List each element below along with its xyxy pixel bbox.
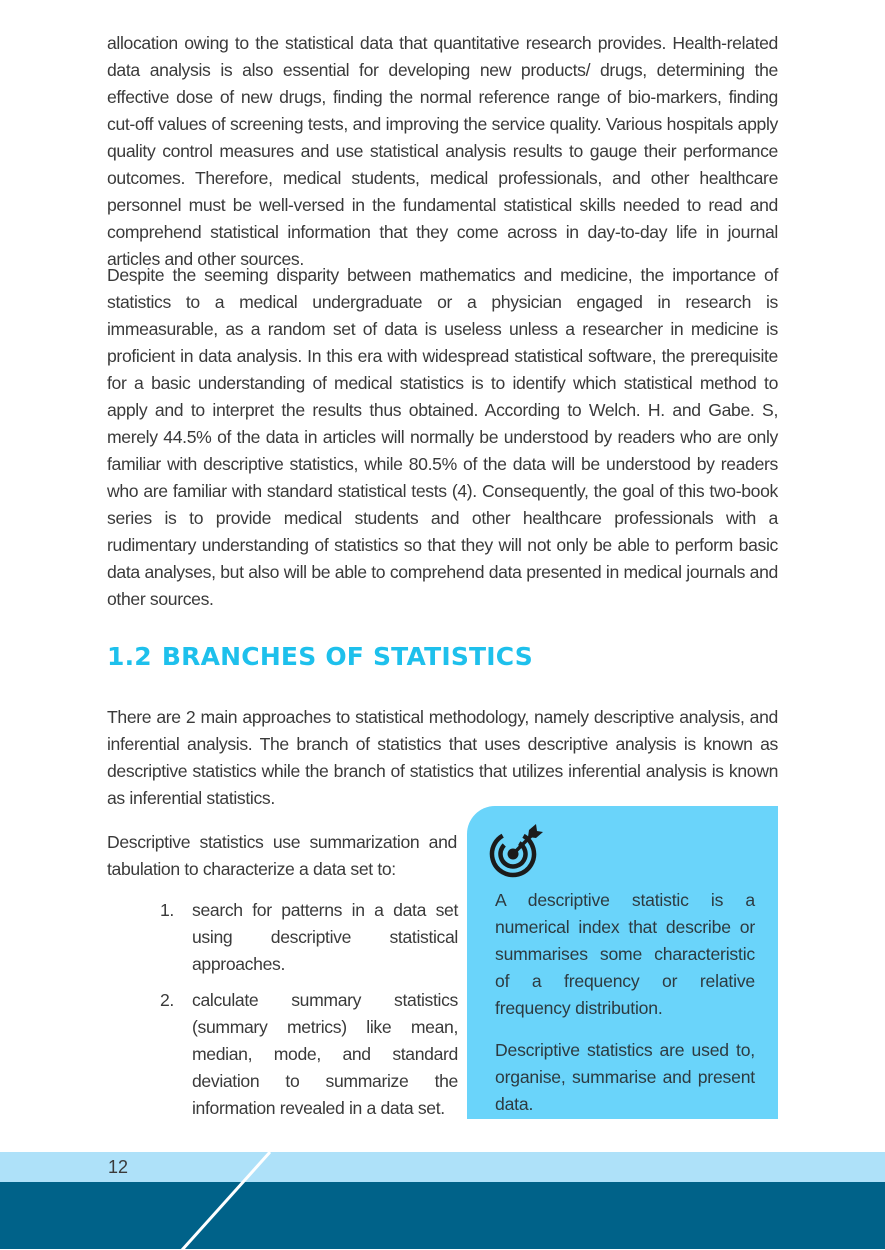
list-item-text: calculate summary statistics (summary metrics) like mean, median, mode, and standard deviation to summarize the information revealed in a data set.	[192, 990, 458, 1118]
target-icon	[488, 822, 544, 878]
list-item	[150, 897, 458, 978]
section-number: 1.2	[107, 642, 152, 671]
body-paragraph-3: There are 2 main approaches to statistical methodology, namely descriptive analysis, and inferential analysis. The branch of statistics that uses descriptive analysis is known as descriptive statistics while the branch of statistics that utilizes inferential analysis is known as inferential statistics.	[107, 707, 778, 808]
callout-text-definition: A descriptive statistic is a numerical index that describe or summarises some characteristic of a frequency or relative frequency distribution.	[495, 890, 755, 1018]
callout-text-purpose: Descriptive statistics are used to, organise, summarise and present data.	[495, 1040, 755, 1114]
footer-diagonal-line	[0, 1152, 885, 1250]
section-title: BRANCHES OF STATISTICS	[161, 642, 534, 671]
list-item	[150, 987, 458, 1122]
list-item-text: search for patterns in a data set using descriptive statistical approaches.	[192, 900, 458, 974]
body-paragraph-2: Despite the seeming disparity between mathematics and medicine, the importance of statistics to a medical undergraduate or a physician engaged in research is immeasurable, as a random set of data is useless unless a researcher in medicine is proficient in data analysis. In this era with widespread statistical software, the prerequisite for a basic understanding of medical statistics is to identify which statistical method to apply and to interpret the results thus obtained. According to Welch. H. and Gabe. S, merely 44.5% of the data in articles will normally be understood by readers who are only familiar with descriptive statistics, while 80.5% of the data will be understood by readers who are familiar with standard statistical tests (4). Consequently, the goal of this two-book series is to provide medical students and other healthcare professionals with a rudimentary understanding of statistics so that they will not only be able to perform basic data analyses, but also will be able to comprehend data presented in medical journals and other sources.	[107, 265, 778, 609]
numbered-list	[150, 897, 458, 1131]
page-number: 12	[108, 1157, 129, 1177]
body-paragraph-1: allocation owing to the statistical data that quantitative research provides. Health-related data analysis is also essential for developing new products/ drugs, determining the effective dose of new drugs, finding the normal reference range of bio-markers, finding cut-off values of screening tests, and improving the service quality. Various hospitals apply quality control measures and use statistical analysis results to gauge their performance outcomes. Therefore, medical students, medical professionals, and other healthcare personnel must be well-versed in the fundamental statistical skills needed to read and comprehend statistical information that they come across in day-to-day life in journal articles and other sources.	[107, 33, 778, 269]
definition-callout-box	[467, 806, 778, 1119]
list-item-index: 2.	[160, 990, 174, 1010]
list-item-index: 1.	[160, 900, 174, 920]
section-heading	[107, 642, 533, 671]
body-paragraph-4: Descriptive statistics use summarization and tabulation to characterize a data set to:	[107, 832, 457, 879]
